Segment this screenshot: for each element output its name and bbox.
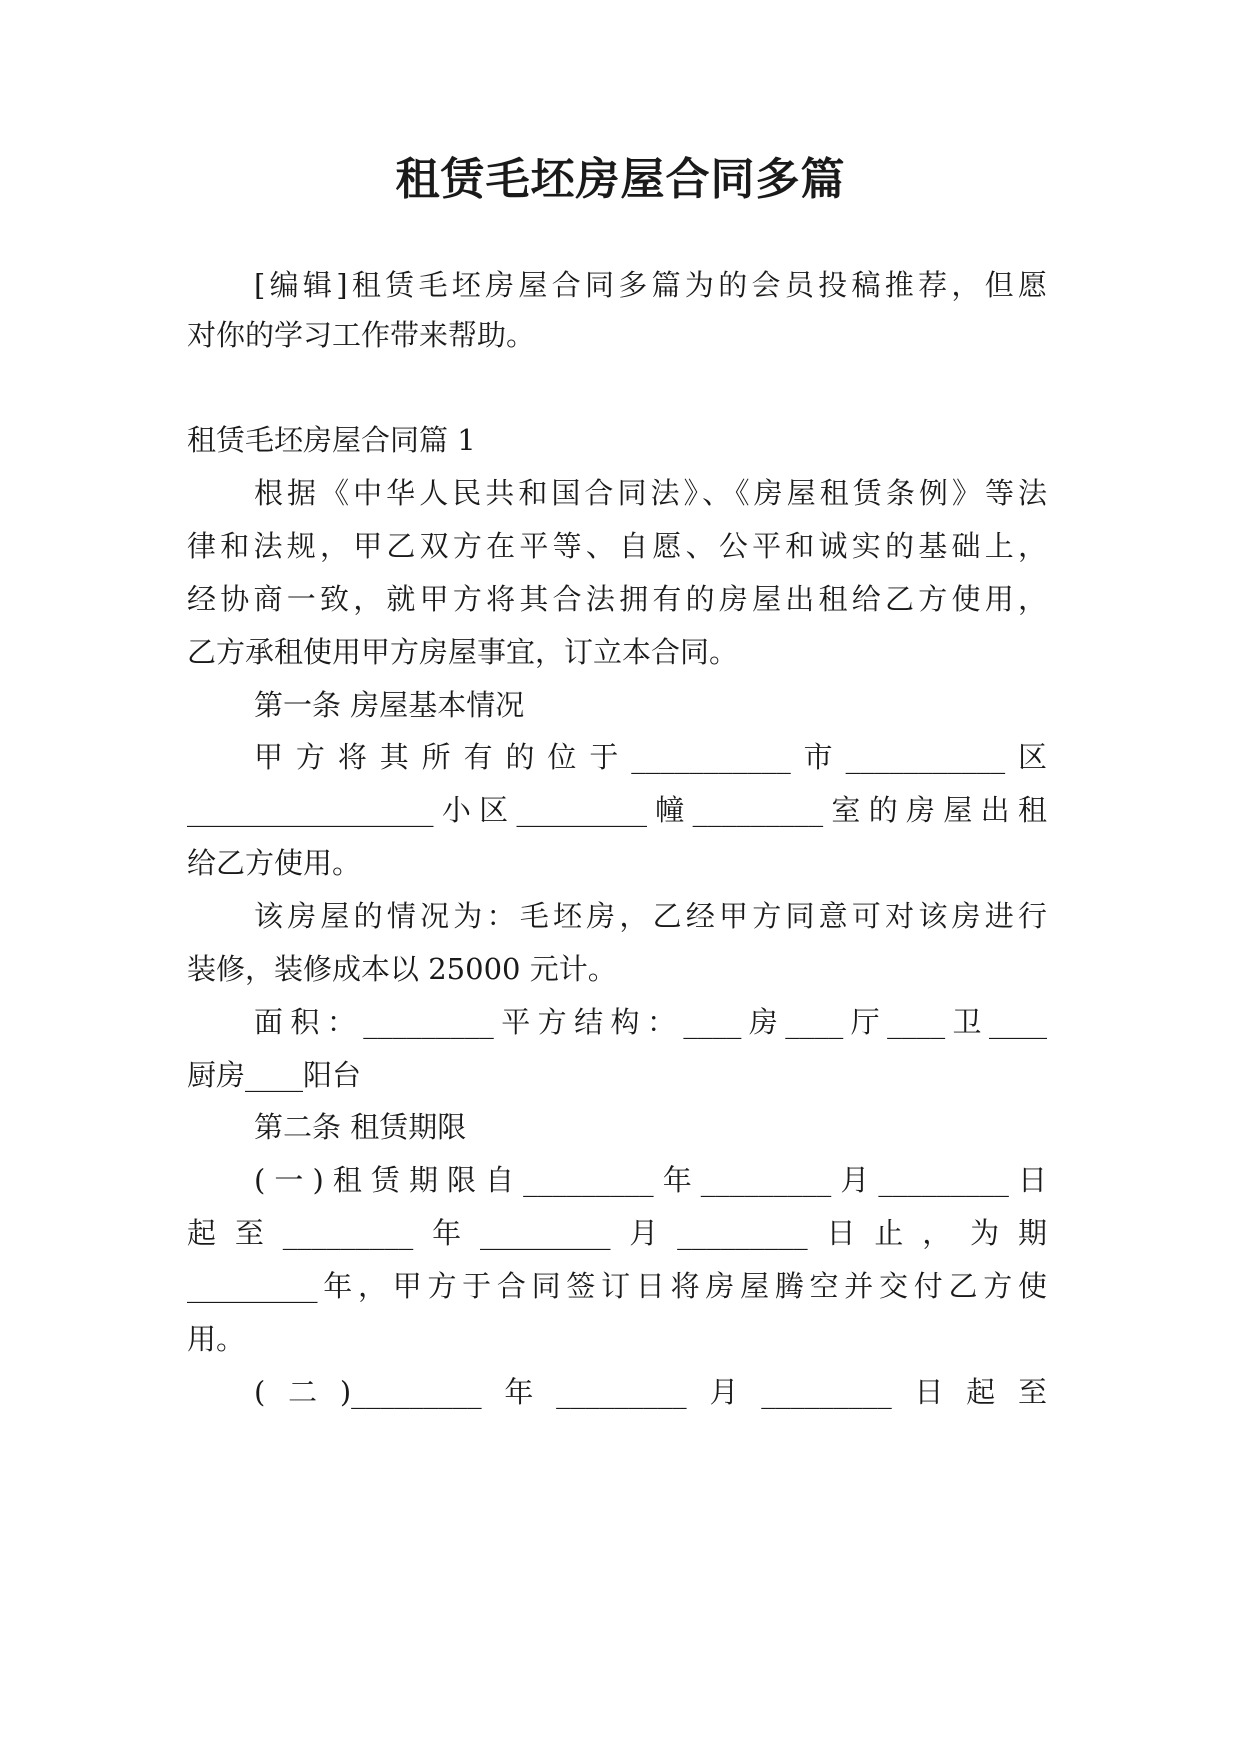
- paragraph-line: (二)_________年_________月_________日起至: [254, 1375, 1047, 1409]
- section-heading: 租赁毛坯房屋合同篇 1: [187, 423, 476, 457]
- paragraph-line: 该房屋的情况为：毛坯房，乙经甲方同意可对该房进行: [254, 899, 1047, 933]
- paragraph-line: 用。: [187, 1322, 246, 1356]
- paragraph-line: 根据《中华人民共和国合同法》、《房屋租赁条例》等法: [254, 476, 1047, 510]
- paragraph-line: 律和法规，甲乙双方在平等、自愿、公平和诚实的基础上，: [187, 529, 1047, 563]
- paragraph-line: _________________小区_________幢_________室的房屋出租: [187, 793, 1047, 827]
- paragraph-line: 经协商一致，就甲方将其合法拥有的房屋出租给乙方使用，: [187, 582, 1047, 616]
- article-heading: 第二条 租赁期限: [254, 1110, 467, 1144]
- paragraph-line: (一)租赁期限自_________年_________月_________日: [254, 1163, 1047, 1197]
- paragraph-line: 甲方将其所有的位于___________市___________区: [254, 740, 1047, 774]
- paragraph-line: 面积：_________平方结构：____房____厅____卫____: [254, 1005, 1047, 1039]
- intro-line-1: [编辑]租赁毛坯房屋合同多篇为的会员投稿推荐，但愿: [254, 268, 1047, 302]
- document-title: 租赁毛坯房屋合同多篇: [395, 154, 846, 205]
- paragraph-line: 起至_________年_________月_________日止，为期: [187, 1216, 1047, 1250]
- intro-line-2: 对你的学习工作带来帮助。: [187, 318, 536, 352]
- paragraph-line: 厨房____阳台: [187, 1058, 362, 1092]
- article-heading: 第一条 房屋基本情况: [254, 688, 525, 722]
- paragraph-line: 装修，装修成本以 25000 元计。: [187, 952, 617, 986]
- paragraph-line: 乙方承租使用甲方房屋事宜，订立本合同。: [187, 635, 739, 669]
- paragraph-line: 给乙方使用。: [187, 846, 362, 880]
- paragraph-line: _________年，甲方于合同签订日将房屋腾空并交付乙方使: [187, 1269, 1047, 1303]
